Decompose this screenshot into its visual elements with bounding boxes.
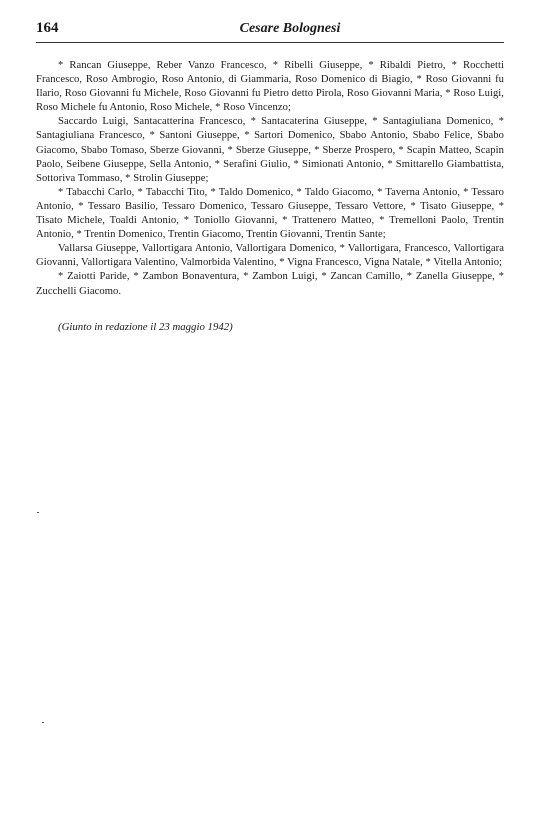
running-title: Cesare Bolognesi — [239, 21, 341, 36]
name-list — [36, 59, 504, 299]
paragraph-r: * Rancan Giuseppe, Reber Vanzo Francesco, * Ribelli Giuseppe, * Ribaldi Pietro, * Rocchetti Francesco, Roso Ambrogio, Roso Antonio, di Giammaria, Roso Domenico di Biagio, * Roso Giovanni fu Ilario, Roso Giovanni fu Michele, Roso Giovanni fu Pietro detto Pirola, Roso Giovanni Maria, * Roso Luigi, Roso Michele fu Antonio, Roso Michele, * Roso Vincenzo; — [36, 60, 504, 114]
page-header — [36, 18, 504, 40]
scan-speck — [42, 722, 44, 723]
paragraph-s: Saccardo Luigi, Santacatterina Francesco, * Santacaterina Giuseppe, * Santagiuliana Domenico, * Santagiuliana Francesco, * Santoni Giuseppe, * Sartori Domenico, Sbabo Antonio, Sbabo Felice, Sbabo Giacomo, Sbabo Tomaso, Sberze Giovanni, * Sberze Giuseppe, * Sberze Prospero, * Scapin Matteo, Scapin Paolo, Seibene Giuseppe, Sella Antonio, * Serafini Giulio, * Simionati Antonio, * Smittarello Giambattista, Sottoriva Tommaso, * Strolin Giuseppe; — [36, 116, 504, 184]
page-number: 164 — [36, 20, 59, 36]
scan-speck — [37, 512, 39, 513]
editorial-note: (Giunto in redazione il 23 maggio 1942) — [58, 320, 233, 333]
document-page — [36, 18, 504, 333]
paragraph-z: * Zaiotti Paride, * Zambon Bonaventura, * Zambon Luigi, * Zancan Camillo, * Zanella Giuseppe, * Zucchelli Giacomo. — [36, 271, 504, 297]
header-rule — [36, 42, 504, 43]
paragraph-v: Vallarsa Giuseppe, Vallortigara Antonio, Vallortigara Domenico, * Vallortigara, Francesco, Vallortigara Giovanni, Vallortigara Valentino, Valmorbida Valentino, * Vigna Francesco, Vigna Natale, * Vitella Antonio; — [36, 243, 504, 269]
paragraph-t: * Tabacchi Carlo, * Tabacchi Tito, * Taldo Domenico, * Taldo Giacomo, * Taverna Antonio, * Tessaro Antonio, * Tessaro Basilio, Tessaro Domenico, Tessaro Giuseppe, Tessaro Vettore, * Tisato Giuseppe, * Tisato Michele, Toaldi Antonio, * Toniollo Giovanni, * Trattenero Matteo, * Tremelloni Paolo, Trentin Antonio, * Trentin Domenico, Trentin Giacomo, Trentin Giovanni, Trentin Sante; — [36, 186, 504, 241]
